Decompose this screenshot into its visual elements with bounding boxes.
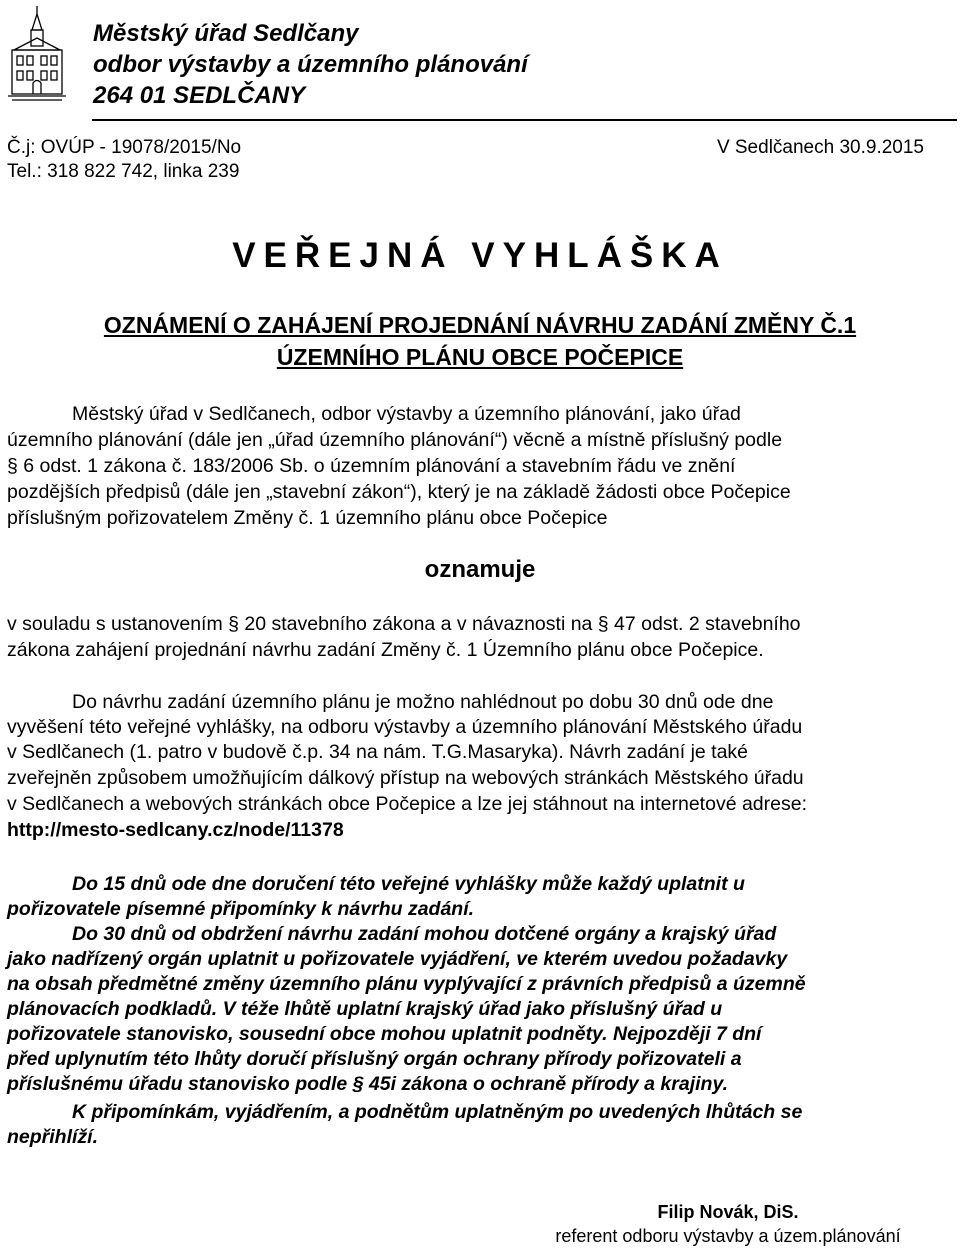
download-url-link[interactable]: http://mesto-sedlcany.cz/node/11378 — [7, 819, 344, 841]
viewing-line-3: v Sedlčanech (1. patro v budově č.p. 34 na nám. T.G.Masaryka). Návrh zadání je také — [7, 741, 749, 763]
intro-line-4: pozdějších předpisů (dále jen „stavební zákon“), který je na základě žádosti obce Počepice — [7, 481, 791, 503]
viewing-line-2: vyvěšení této veřejné vyhlášky, na odboru výstavby a územního plánování Městského úřadu — [7, 716, 803, 738]
viewing-line-4: zveřejněn způsobem umožňujícím dálkový přístup na webových stránkách Městského úřadu — [7, 767, 804, 789]
viewing-line-5: v Sedlčanech a webových stránkách obce Počepice a lze jej stáhnout na internetové adrese: — [7, 793, 807, 815]
signatory-role: referent odboru výstavby a územ.plánování — [555, 1226, 901, 1246]
office-name: Městský úřad Sedlčany — [93, 20, 359, 47]
viewing-line-1: Do návrhu zadání územního plánu je možno nahlédnout po dobu 30 dnů ode dne — [72, 691, 774, 713]
header-divider — [92, 119, 957, 121]
intro-line-2: územního plánování (dále jen „úřad územního plánování“) věcně a místně příslušný podle — [7, 429, 783, 451]
town-hall-logo — [6, 4, 68, 104]
department-name: odbor výstavby a územního plánování — [93, 51, 528, 78]
notice-p2-line-3: na obsah předmětné změny územního plánu vyplývající z právních předpisů a územně — [7, 973, 806, 995]
subtitle-line-2: ÚZEMNÍHO PLÁNU OBCE POČEPICE — [276, 344, 684, 370]
subtitle-line-1: OZNÁMENÍ O ZAHÁJENÍ PROJEDNÁNÍ NÁVRHU ZADÁNÍ ZMĚNY Č.1 — [103, 312, 857, 338]
notice-p2-line-5: pořizovatele stanovisko, sousední obce mohou uplatnit podněty. Nejpozději 7 dní — [7, 1023, 762, 1045]
notice-p2-line-4: plánovacích podkladů. V téže lhůtě uplatní krajský úřad jako příslušný úřad u — [7, 998, 723, 1020]
notice-p1-line-2: pořizovatele písemné připomínky k návrhu zadání. — [7, 898, 475, 920]
letterhead — [93, 18, 528, 111]
place-date: V Sedlčanech 30.9.2015 — [716, 137, 924, 158]
notice-p2-line-2: jako nadřízený orgán uplatnit u pořizovatele vyjádření, ve kterém uvedou požadavky — [7, 948, 788, 970]
notice-p2-line-7: příslušnému úřadu stanovisko podle § 45i zákona o ochraně přírody a krajiny. — [7, 1073, 728, 1095]
intro-line-3: § 6 odst. 1 zákona č. 183/2006 Sb. o územním plánování a stavebním řádu ve znění — [7, 455, 736, 477]
reference-number: Č.j: OVÚP - 19078/2015/No — [7, 137, 242, 158]
notice-p2-line-6: před uplynutím této lhůty doručí příslušný orgán ochrany přírody pořizovateli a — [7, 1048, 742, 1070]
notice-p1-line-1: Do 15 dnů ode dne doručení této veřejné vyhlášky může každý uplatnit u — [72, 873, 745, 895]
signatory-name: Filip Novák, DiS. — [657, 1202, 799, 1222]
intro-line-5: příslušným pořizovatelem Změny č. 1 územního plánu obce Počepice — [7, 507, 608, 529]
notice-p2-line-1: Do 30 dnů od obdržení návrhu zadání mohou dotčené orgány a krajský úřad — [72, 923, 777, 945]
phone-line: Tel.: 318 822 742, linka 239 — [7, 161, 240, 182]
announcement-line-1: v souladu s ustanovením § 20 stavebního zákona a v návaznosti na § 47 odst. 2 stavebního — [7, 613, 801, 635]
office-address: 264 01 SEDLČANY — [93, 82, 306, 109]
announcement-line-2: zákona zahájení projednání návrhu zadání Změny č. 1 Územního plánu obce Počepice. — [7, 639, 764, 661]
document-title: VEŘEJNÁ VYHLÁŠKA — [232, 236, 728, 275]
intro-line-1: Městský úřad v Sedlčanech, odbor výstavby a územního plánování, jako úřad — [72, 403, 741, 425]
notice-p3-line-1: K připomínkám, vyjádřením, a podnětům uplatněným po uvedených lhůtách se — [72, 1101, 803, 1123]
notice-p3-line-2: nepřihlíží. — [7, 1126, 99, 1148]
signature-block — [528, 1200, 928, 1248]
announces-heading: oznamuje — [424, 556, 536, 583]
